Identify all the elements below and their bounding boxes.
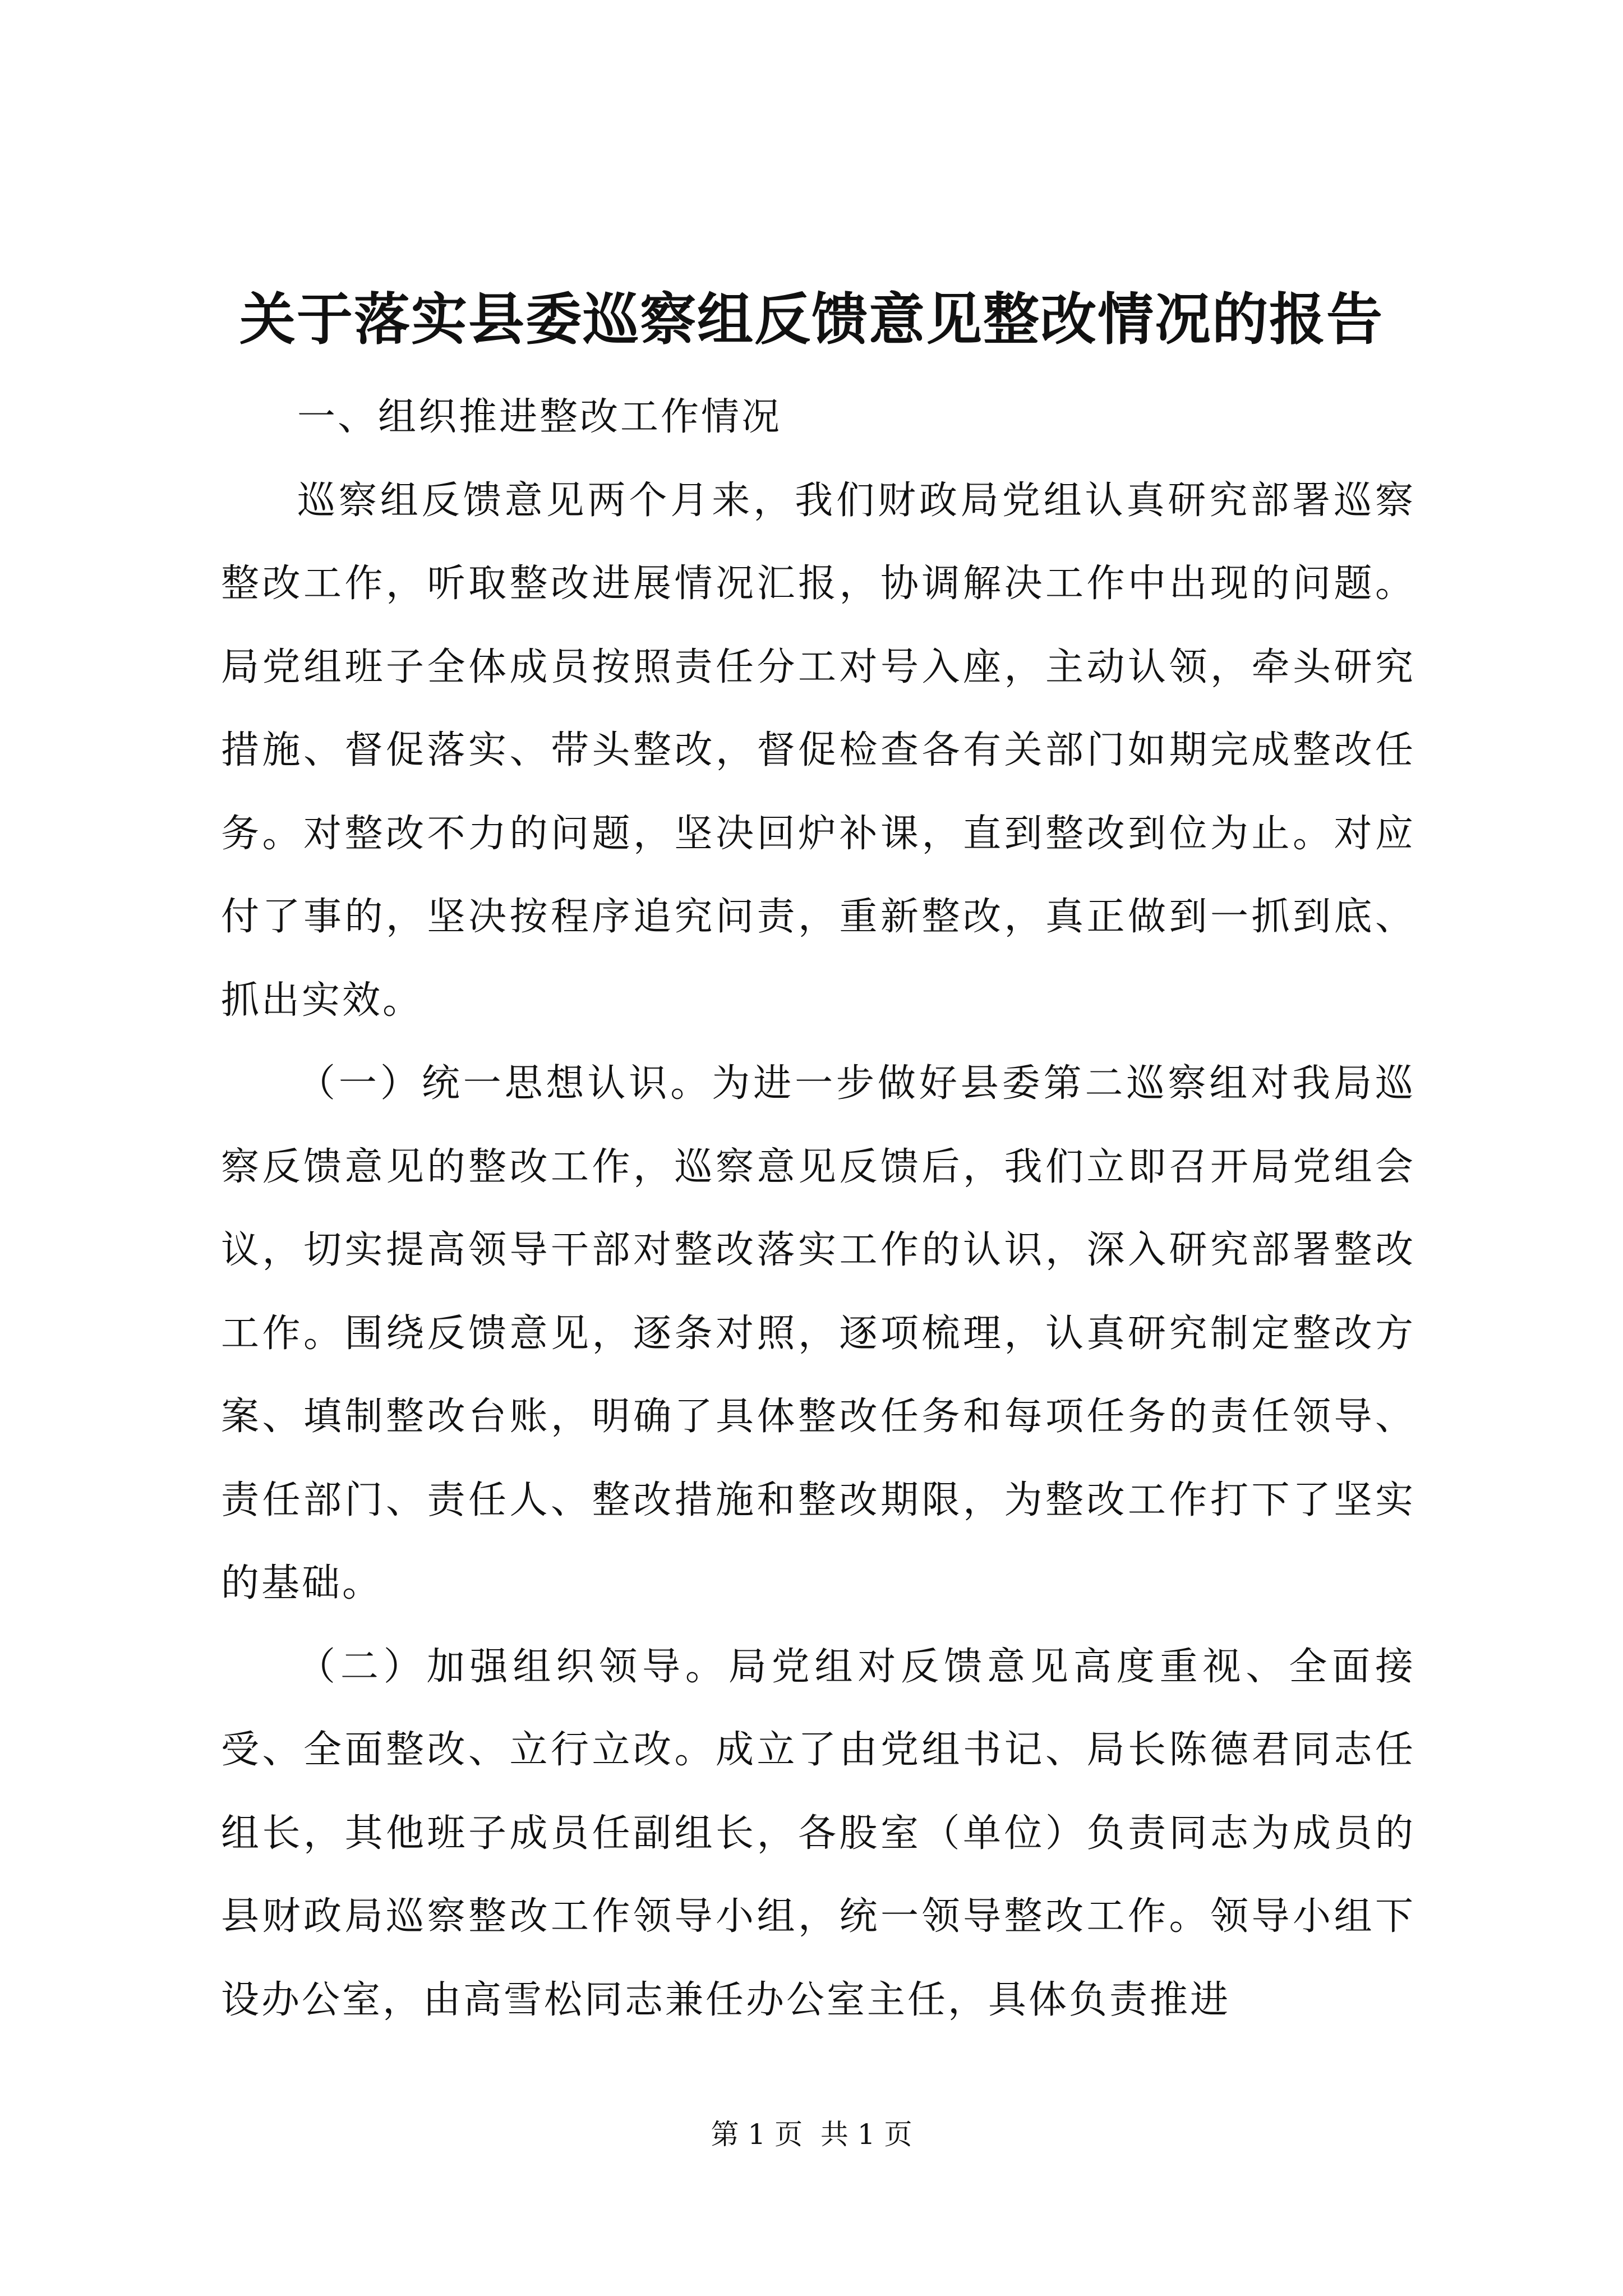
page-number: 第 1 页 共 1 页 [711,2118,912,2151]
document-body [221,376,1415,2042]
page-footer [0,2118,1623,2151]
section-heading: 一、组织推进整改工作情况 [297,395,782,439]
paragraph-intro: 巡察组反馈意见两个月来，我们财政局党组认真研究部署巡察整改工作，听取整改进展情况汇报，协调解决工作中出现的问题。局党组班子全体成员按照责任分工对号入座，主动认领，牵头研究措施、督促落实、带头整改，督促检查各有关部门如期完成整改任务。对整改不力的问题，坚决回炉补课，直到整改到位为止。对应付了事的，坚决按程序追究问责，重新整改，真正做到一抓到底、抓出实效。 [221,478,1415,1023]
paragraph-unify-thinking: （一）统一思想认识。为进一步做好县委第二巡察组对我局巡察反馈意见的整改工作，巡察意见反馈后，我们立即召开局党组会议，切实提高领导干部对整改落实工作的认识，深入研究部署整改工作。围绕反馈意见，逐条对照，逐项梳理，认真研究制定整改方案、填制整改台账，明确了具体整改任务和每项任务的责任领导、责任部门、责任人、整改措施和整改期限，为整改工作打下了坚实的基础。 [221,1061,1415,1605]
document-title: 关于落实县委巡察组反馈意见整改情况的报告 [239,287,1384,352]
paragraph-strengthen-leadership: （二）加强组织领导。局党组对反馈意见高度重视、全面接受、全面整改、立行立改。成立了由党组书记、局长陈德君同志任组长，其他班子成员任副组长，各股室（单位）负责同志为成员的县财政局巡察整改工作领导小组，统一领导整改工作。领导小组下设办公室，由高雪松同志兼任办公室主任，具体负责推进 [221,1644,1415,2022]
